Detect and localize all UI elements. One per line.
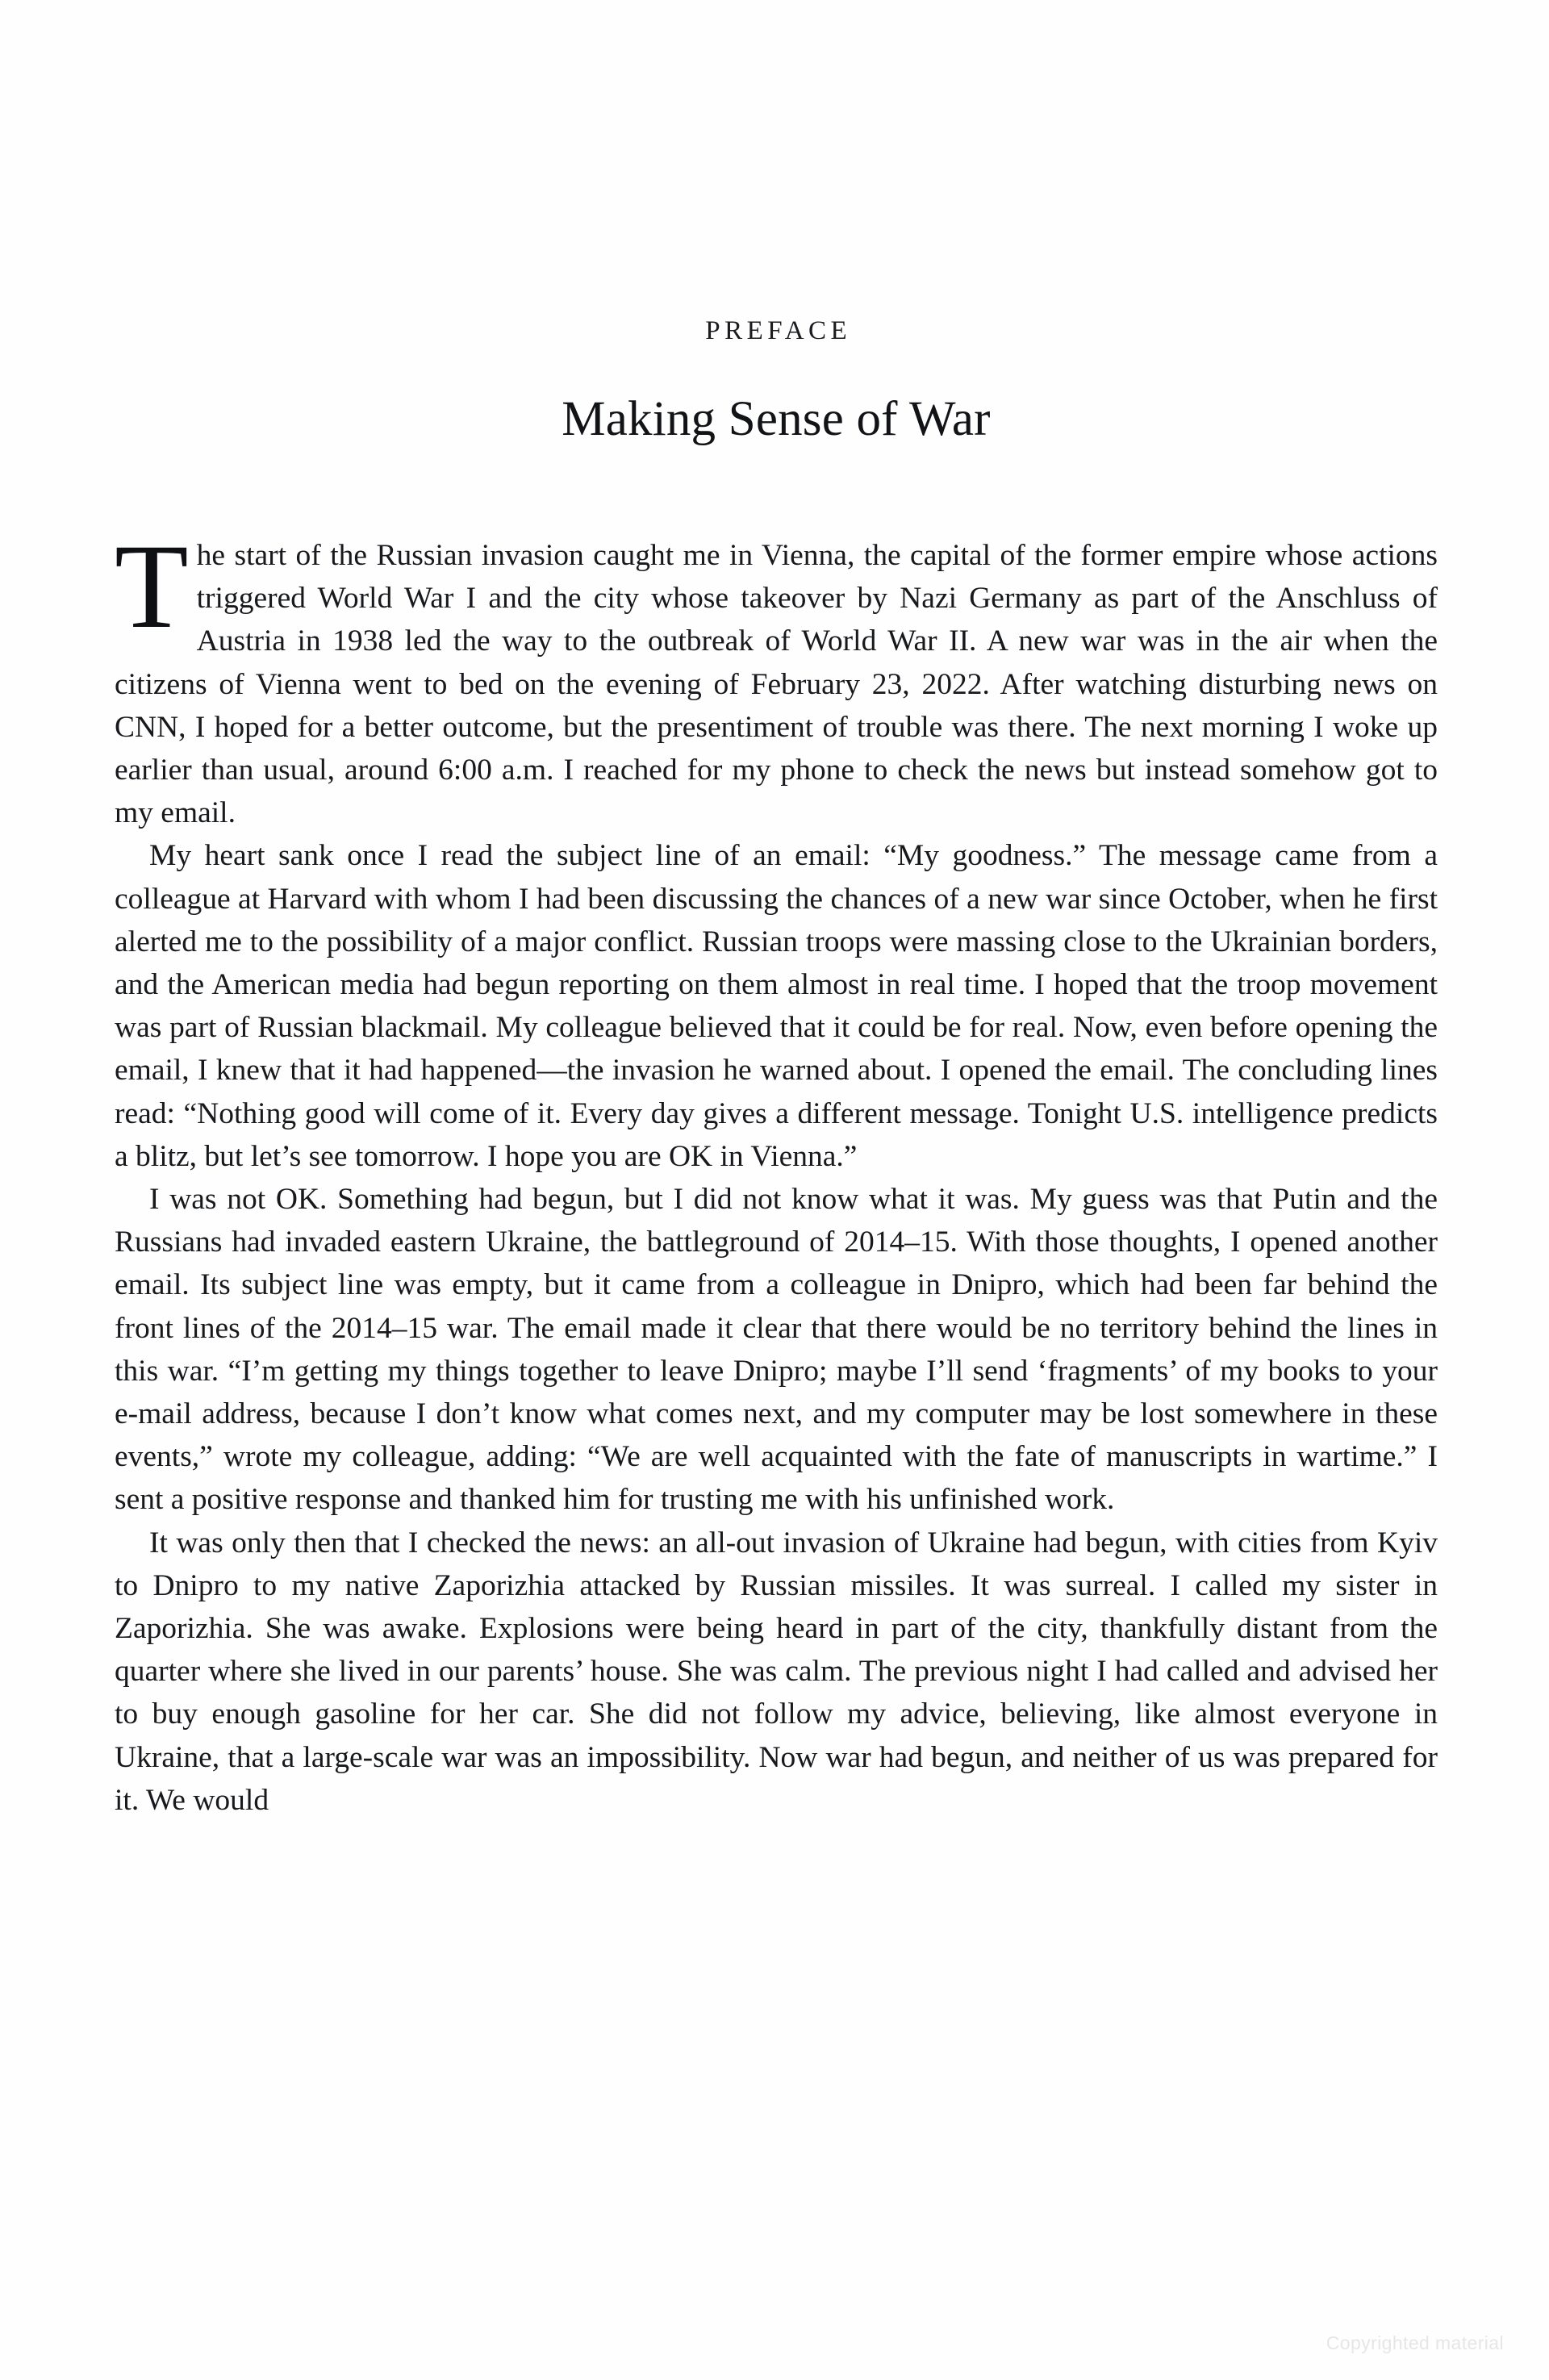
paragraph: I was not OK. Something had begun, but I did not know what it was. My guess was that Putin and the Russians had invaded eastern Ukraine, the battleground of 2014–15. With those thoughts, I opened another email. Its subject line was empty, but it came from a colleague in Dnipro, which had been far behind the front lines of the 2014–15 war. The email made it clear that there would be no territory behind the lines in this war. “I’m getting my things together to leave Dnipro; maybe I’ll send ‘fragments’ of my books to your e-mail address, because I don’t know what comes next, and my computer may be lost somewhere in these events,” wrote my colleague, adding: “We are well acquainted with the fate of manuscripts in wartime.” I sent a positive response and thanked him for trusting me with his unfinished work.: [115, 1183, 1438, 1517]
chapter-title: Making Sense of War: [562, 392, 991, 446]
body-text: [115, 448, 1438, 1822]
paragraph: My heart sank once I read the subject line of an email: “My goodness.” The message came from a colleague at Harvard with whom I had been discussing the chances of a new war since October, when he first alerted me to the possibility of a major conflict. Russian troops were massing close to the Ukrainian borders, and the American media had begun reporting on them almost in real time. I hoped that the troop movement was part of Russian blackmail. My colleague believed that it could be for real. Now, even before opening the email, I knew that it had happened—the invasion he warned about. I opened the email. The concluding lines read: “Nothing good will come of it. Every day gives a different message. Tonight U.S. intelligence predicts a blitz, but let’s see tomorrow. I hope you are OK in Vienna.”: [115, 839, 1438, 1173]
paragraph: It was only then that I checked the news: an all-out invasion of Ukraine had begun, with cities from Kyiv to Dnipro to my native Zaporizhia attacked by Russian missiles. It was surreal. I called my sister in Zaporizhia. She was awake. Explosions were being heard in part of the city, thankfully distant from the quarter where she lived in our parents’ house. She was calm. The previous night I had called and advised her to buy enough gasoline for her car. She did not follow my advice, believing, like almost everyone in Ukraine, that a large-scale war was an impossibility. Now war had begun, and neither of us was prepared for it. We would: [115, 1526, 1438, 1817]
copyright-watermark: Copyrighted material: [1326, 2332, 1504, 2353]
chapter-label: PREFACE: [705, 316, 852, 345]
paragraph: The start of the Russian invasion caught me in Vienna, the capital of the former empire whose actions triggered World War I and the city whose takeover by Nazi Germany as part of the Anschluss of Austria in 1938 led the way to the outbreak of World War II. A new war was in the air when the citizens of Vienna went to bed on the evening of February 23, 2022. After watching disturbing news on CNN, I hoped for a better outcome, but the presentiment of trouble was there. The next morning I woke up earlier than usual, around 6:00 a.m. I reached for my phone to check the news but instead somehow got to my email.: [115, 520, 1438, 830]
page-content: [115, 0, 1438, 1822]
